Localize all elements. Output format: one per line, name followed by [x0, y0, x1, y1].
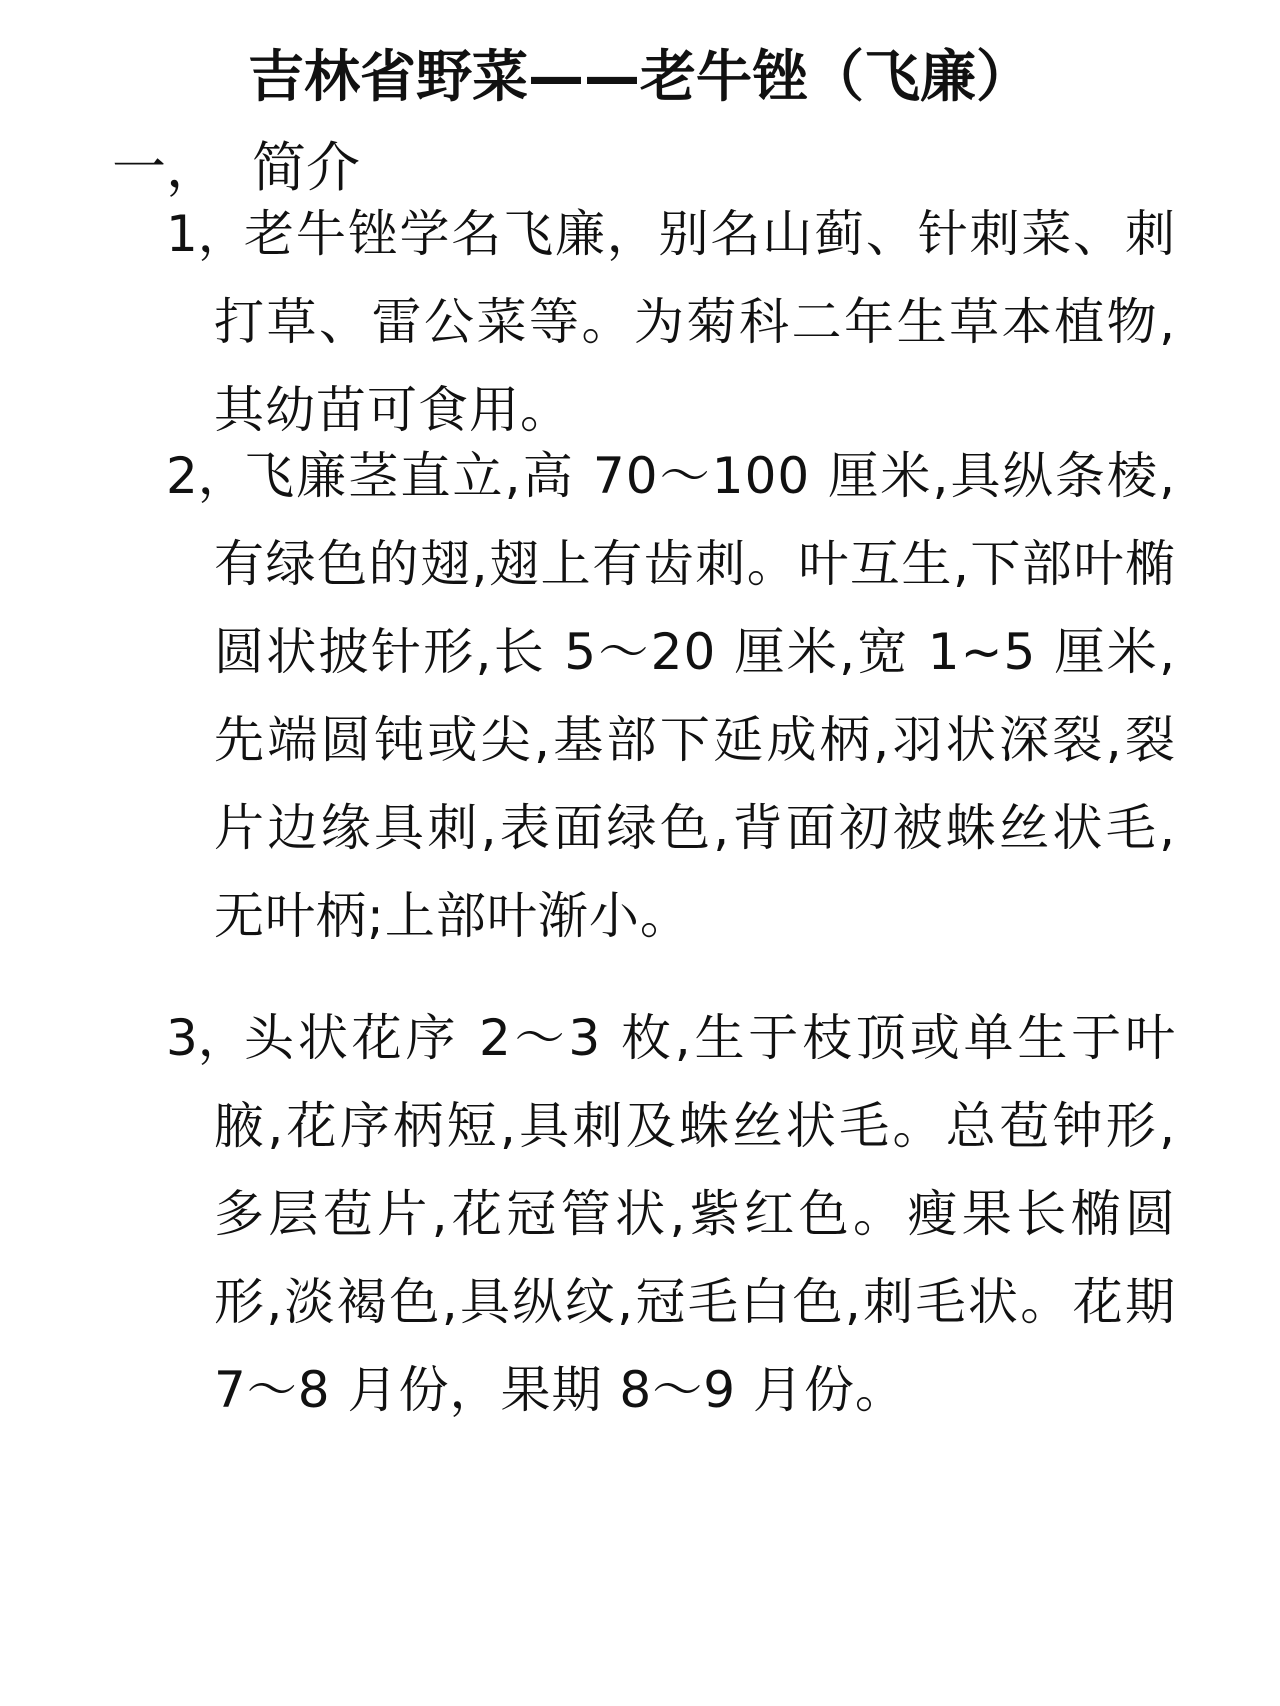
- list-item-text: 飞廉茎直立,高 70～100 厘米,具纵条棱,有绿色的翅,翅上有齿刺。叶互生,下部叶椭圆状披针形,长 5～20 厘米,宽 1~5 厘米,先端圆钝或尖,基部下延成柄,羽状深裂,裂片边缘具刺,表面绿色,背面初被蛛丝状毛,无叶柄;上部叶渐小。: [214, 447, 1176, 945]
- list-item-number: 3，: [166, 1009, 248, 1067]
- section-number: 一，: [112, 136, 220, 199]
- list-item-number: 1，: [166, 205, 248, 263]
- list-item-number: 2，: [166, 447, 248, 505]
- list-item-text: 老牛锉学名飞廉，别名山蓟、针刺菜、刺打草、雷公菜等。为菊科二年生草本植物,其幼苗可食用。: [214, 205, 1176, 439]
- section-label: 简介: [252, 136, 360, 199]
- document-title: 吉林省野菜——老牛锉（飞廉）: [248, 45, 1032, 110]
- list-item-text: 头状花序 2～3 枚,生于枝顶或单生于叶腋,花序柄短,具刺及蛛丝状毛。总苞钟形,多层苞片,花冠管状,紫红色。瘦果长椭圆形,淡褐色,具纵纹,冠毛白色,刺毛状。花期 7～8 月份，果期 8～9 月份。: [214, 1009, 1176, 1419]
